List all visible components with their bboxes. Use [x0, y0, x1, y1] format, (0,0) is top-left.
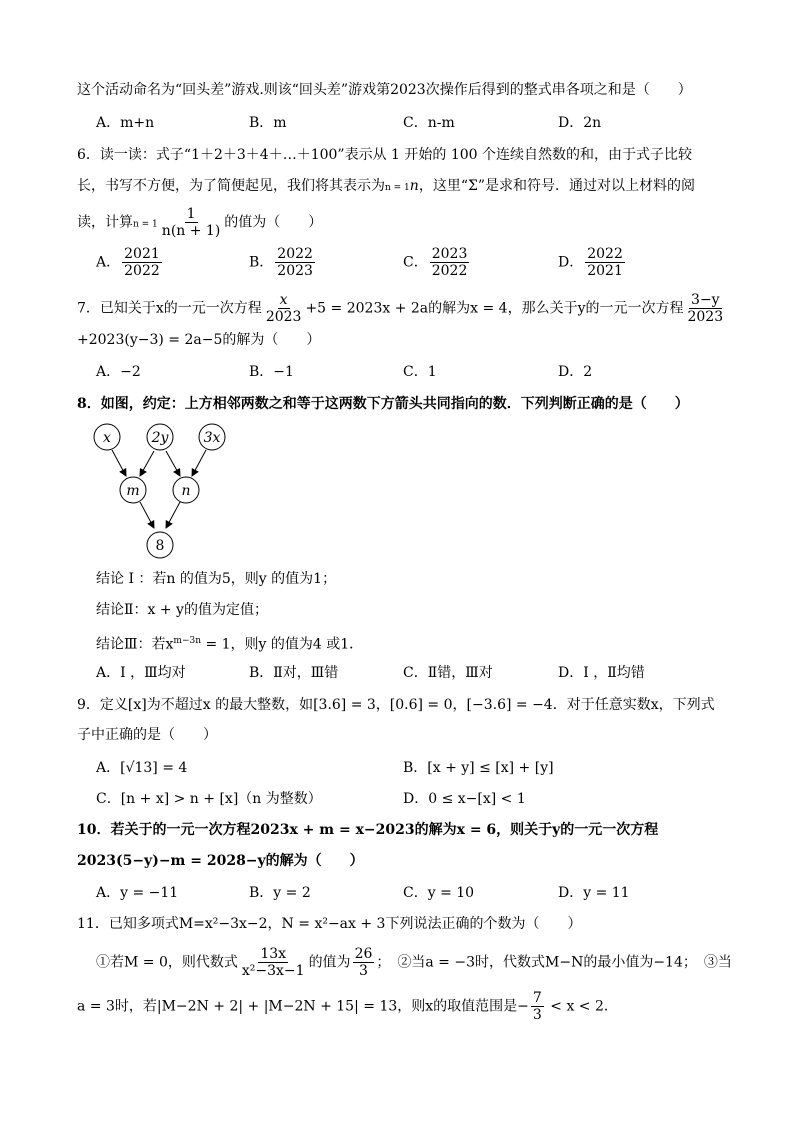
svg-text:x: x	[103, 430, 111, 446]
q5-option-c: C．n-m	[403, 115, 455, 131]
q7-line2: +2023(y−3) = 2a−5的解为（ ）	[77, 332, 321, 348]
q10-option-a: A．y = −11	[96, 885, 179, 901]
q6-fraction: $\frac{1}{n(n + 1)}$	[161, 206, 221, 239]
svg-text:m: m	[126, 483, 140, 499]
q8-conclusion-3: 结论Ⅲ：若$x^{m-3n} = 1$，则y 的值为4 或1．	[96, 636, 364, 653]
q10-line1: 10．若关于的一元一次方程2023x + m = x−2023的解为x = 6，则关于y的一元一次方程	[77, 822, 659, 838]
q7-option-b: B．−1	[249, 364, 294, 380]
svg-text:2y: 2y	[151, 430, 169, 446]
q5-stem: 这个活动命名为“回头差”游戏.则该“回头差”游戏第2023次操作后得到的整式串各项之和是（ ）	[77, 82, 692, 98]
sum-lower-index: n = 1	[385, 183, 410, 193]
q6-line1: 6．读一读：式子“1＋2＋3＋4＋…＋100”表示从 1 开始的 100 个连续自然数的和，由于式子比较	[77, 147, 692, 163]
q5-option-b: B．m	[249, 115, 287, 131]
svg-text:8: 8	[155, 538, 165, 554]
q5-option-a: A．m+n	[96, 115, 155, 131]
q6-option-d: D． $\frac{2022}{2021}$	[558, 246, 623, 279]
q8-conclusion-2: 结论Ⅱ：x + y的值为定值；	[96, 602, 268, 618]
q11-line1: 11．已知多项式M=x²−3x−2，N = x²−ax + 3下列说法正确的个数为（ ）	[77, 916, 582, 932]
q7-option-a: A．−2	[96, 364, 141, 380]
q6-option-a: A． $\frac{2021}{2022}$	[96, 246, 160, 279]
q8-option-b: B．Ⅱ对，Ⅲ错	[249, 665, 339, 681]
sum-lower-index: n = 1	[133, 219, 158, 230]
q7-option-c: C．1	[403, 364, 437, 380]
q7-option-d: D．2	[558, 364, 593, 380]
q6-option-b: B． $\frac{2022}{2023}$	[249, 246, 313, 279]
q8-stem: 8．如图，约定：上方相邻两数之和等于这两数下方箭头共同指向的数．下列判断正确的是（ ）	[77, 396, 689, 412]
q9-option-d: D．0 ≤ x−[x] < 1	[403, 791, 526, 807]
q9-option-b: B．[x + y] ≤ [x] + [y]	[403, 760, 554, 776]
q6-line2: 长，书写不方便，为了简便起见，我们将其表示为n = 1n，这里“Σ”是求和符号．通过对以上材料的阅	[77, 178, 696, 194]
q9-option-c: C．[n + x] > n + [x]（n 为整数）	[96, 791, 322, 807]
q8-option-a: A．Ⅰ ，Ⅲ均对	[96, 665, 186, 681]
q10-option-c: C．y = 10	[403, 885, 475, 901]
q9-option-a: A．[√13] = 4	[96, 760, 188, 776]
q8-option-d: D．Ⅰ ，Ⅱ均错	[558, 665, 645, 681]
q6-line3: 读，计算n = 1 $\frac{1}{n(n + 1)}$ 的值为（ ）	[77, 206, 323, 239]
svg-text:n: n	[181, 483, 191, 499]
q6-option-c: C． $\frac{2023}{2022}$	[403, 246, 468, 279]
q8-conclusion-1: 结论 Ⅰ ：若n 的值为5，则y 的值为1；	[96, 571, 337, 587]
q10-option-b: B．y = 2	[249, 885, 311, 901]
q9-line1: 9．定义[x]为不超过x 的最大整数，如[3.6] = 3，[0.6] = 0，[−3.6] = −4．对于任意实数x，下列式	[77, 697, 715, 713]
q11-line3: a = 3时，若|M−2N + 2| + |M−2N + 15| = 13，则x的取值范围是− $\frac{7}{3}$ < x < 2．	[77, 990, 618, 1023]
q8-arrow-diagram	[88, 420, 238, 565]
q10-option-d: D．y = 11	[558, 885, 630, 901]
q5-option-d: D．2n	[558, 115, 602, 131]
q7-line1: 7．已知关于x的一元一次方程 $\frac{x}{2023}$ +5 = 2023x + 2a的解为x = 4，那么关于y的一元一次方程 $\frac{3-y}{2023}$	[77, 292, 724, 325]
q9-line2: 子中正确的是（ ）	[77, 727, 217, 743]
q11-line2: ①若M = 0，则代数式 $\frac{13x}{\text{x²−3x−1}}$ 的值为 $\frac{26}{3}$ ； ②当a = −3时，代数式M−N的最小值为−14； ③当	[96, 946, 732, 979]
q10-line2: 2023(5−y)−m = 2028−y的解为（ ）	[77, 853, 364, 869]
svg-text:3x: 3x	[203, 430, 221, 446]
q8-option-c: C．Ⅱ错，Ⅲ对	[403, 665, 493, 681]
